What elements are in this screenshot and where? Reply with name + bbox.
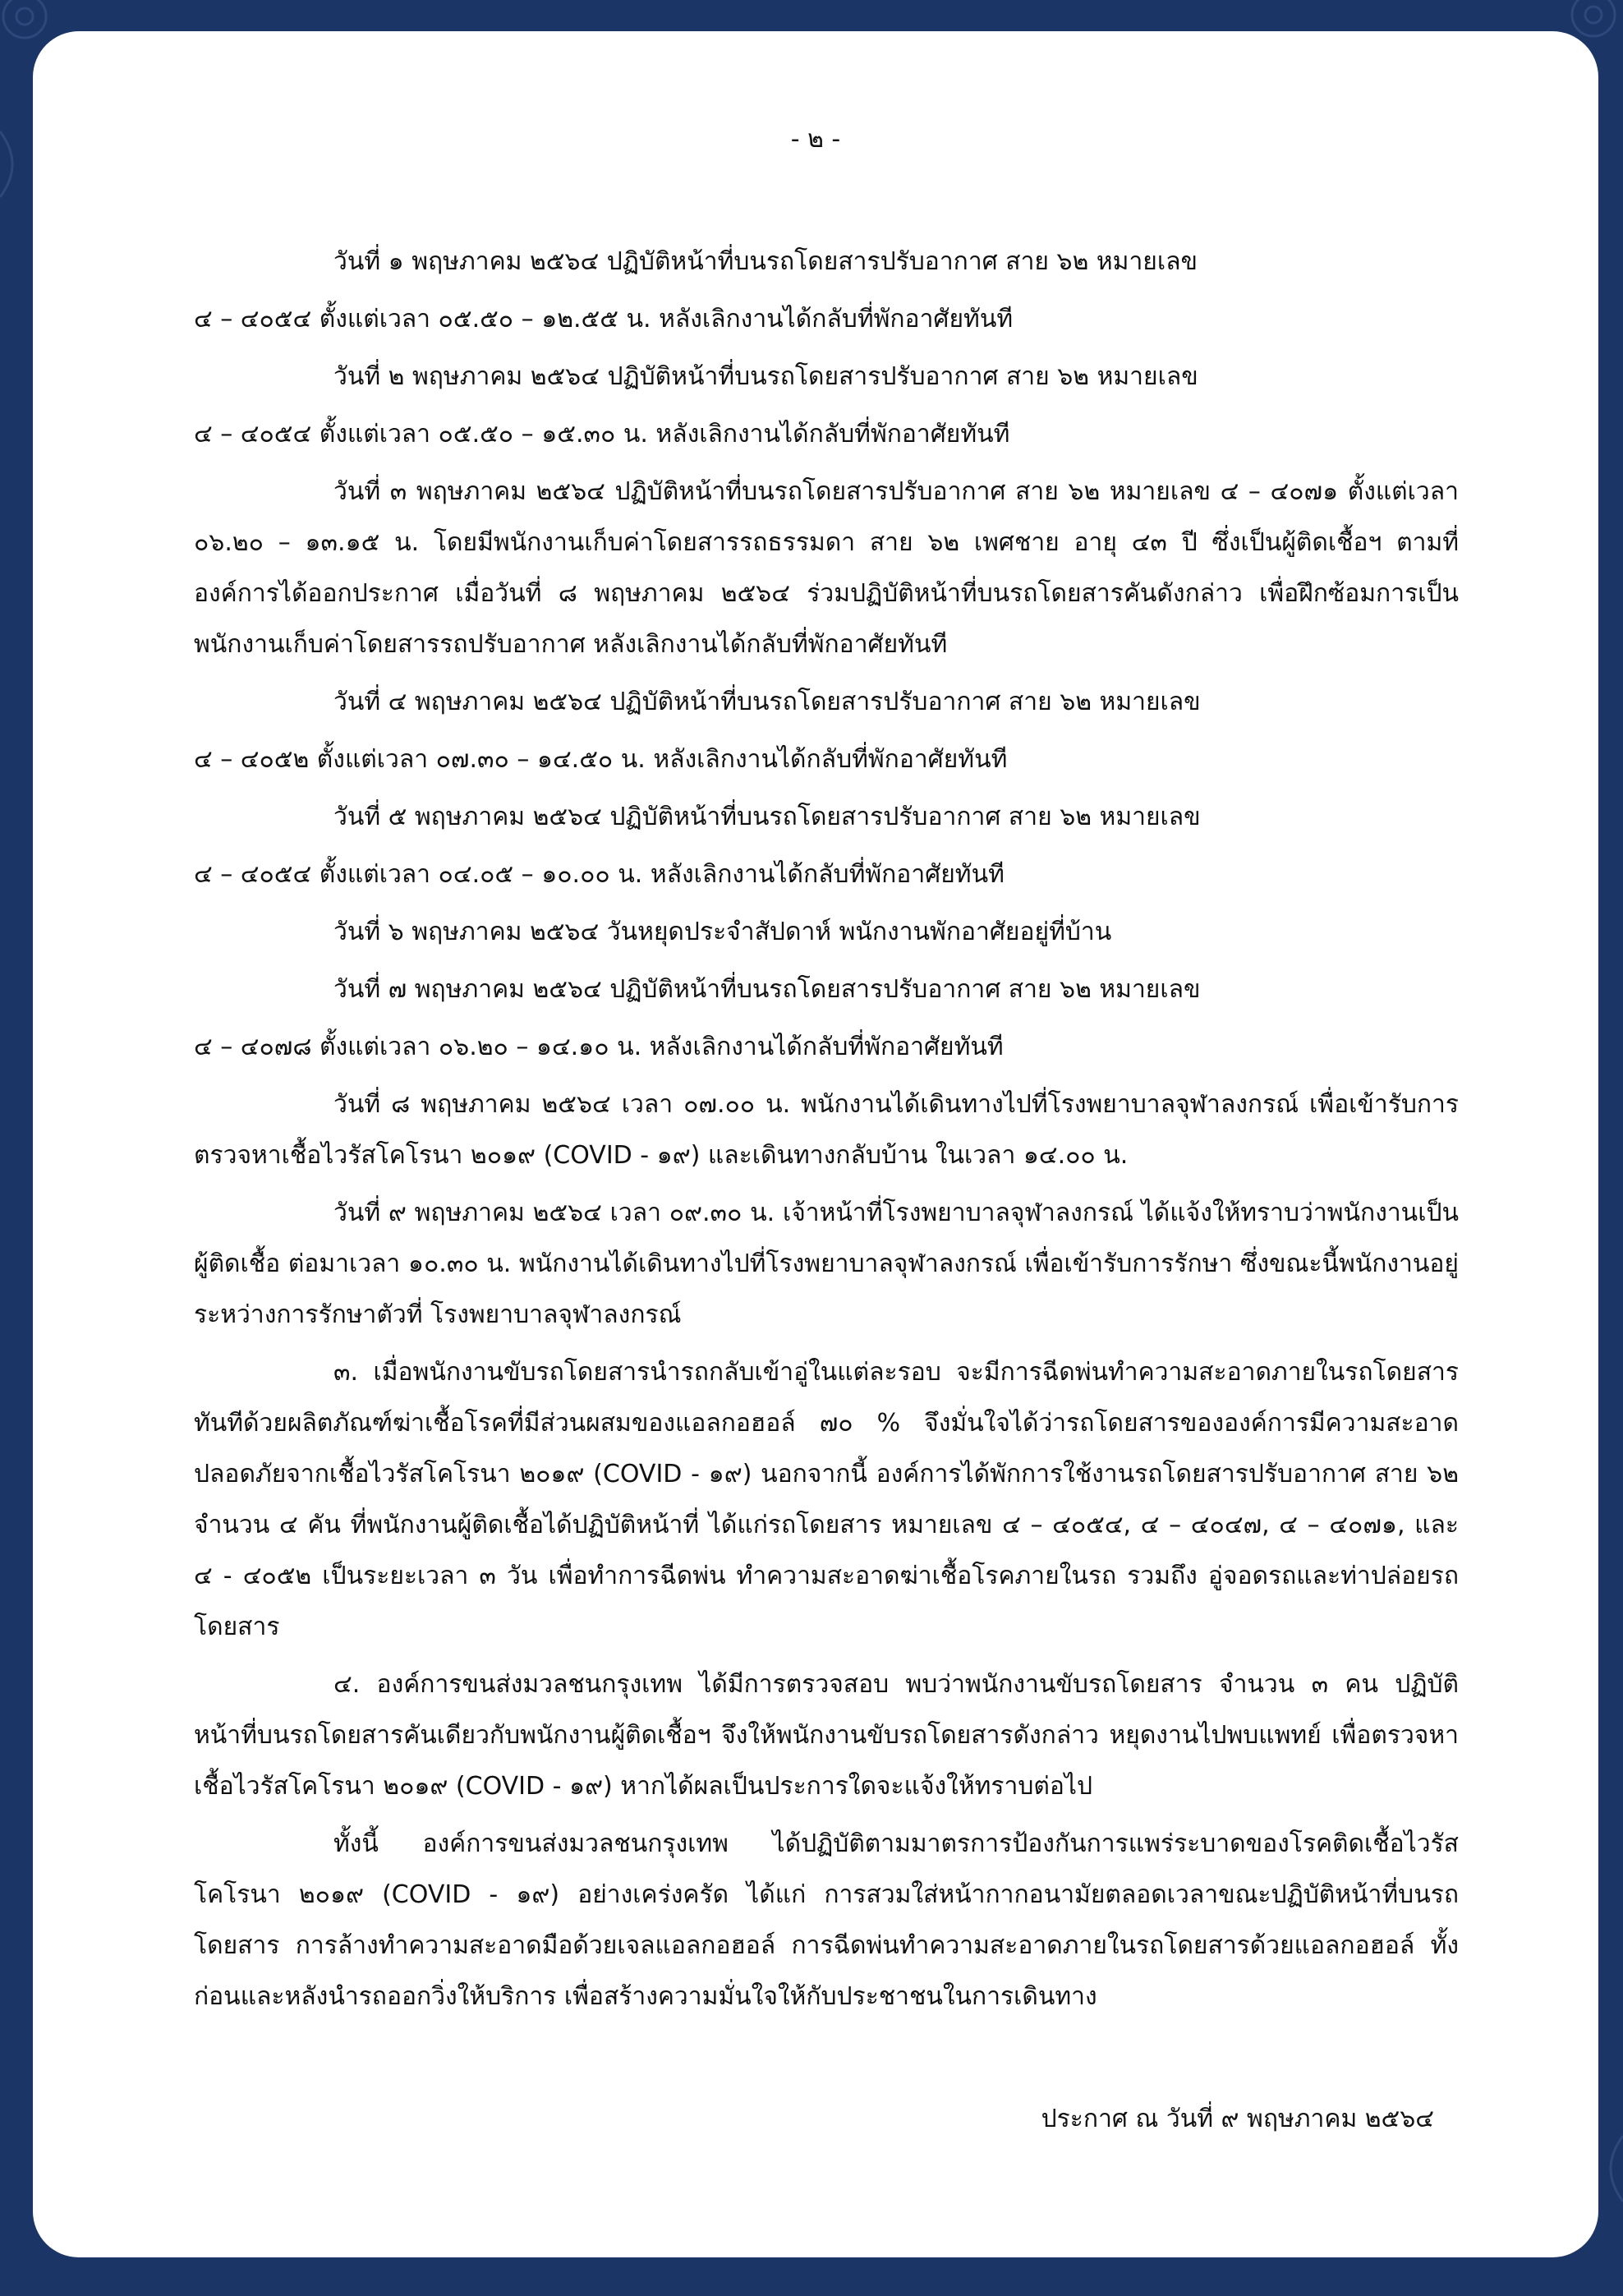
paragraph: ๔ – ๔๐๕๔ ตั้งแต่เวลา ๐๕.๕๐ – ๑๕.๓๐ น. หลังเลิกงานได้กลับที่พักอาศัยทันที xyxy=(194,420,1010,449)
paragraph: ๔ – ๔๐๕๔ ตั้งแต่เวลา ๐๔.๐๕ – ๑๐.๐๐ น. หลังเลิกงานได้กลับที่พักอาศัยทันที xyxy=(194,860,1005,889)
paragraph: วันที่ ๒ พฤษภาคม ๒๕๖๔ ปฏิบัติหน้าที่บนรถโดยสารปรับอากาศ สาย ๖๒ หมายเลข xyxy=(333,362,1198,391)
paragraph: ๔ – ๔๐๕๔ ตั้งแต่เวลา ๐๕.๕๐ – ๑๒.๕๕ น. หลังเลิกงานได้กลับที่พักอาศัยทันที xyxy=(194,305,1014,334)
paragraph: วันที่ ๖ พฤษภาคม ๒๕๖๔ วันหยุดประจำสัปดาห์ พนักงานพักอาศัยอยู่ที่บ้าน xyxy=(333,918,1112,946)
paragraph: วันที่ ๔ พฤษภาคม ๒๕๖๔ ปฏิบัติหน้าที่บนรถโดยสารปรับอากาศ สาย ๖๒ หมายเลข xyxy=(333,688,1201,716)
paragraph: วันที่ ๓ พฤษภาคม ๒๕๖๔ ปฏิบัติหน้าที่บนรถโดยสารปรับอากาศ สาย ๖๒ หมายเลข ๔ – ๔๐๗๑ ตั้งแต่เวลา ๐๖.๒๐ – ๑๓.๑๕ น. โดยมีพนักงานเก็บค่าโดยสารรถธรรมดา สาย ๖๒ เพศชาย อายุ ๔๓ ปี ซึ่งเป็นผู้ติดเชื้อฯ ตามที่องค์การได้ออกประกาศ เมื่อวันที่ ๘ พฤษภาคม ๒๕๖๔ ร่วมปฏิบัติหน้าที่บนรถโดยสารคันดังกล่าว เพื่อฝึกซ้อมการเป็นพนักงานเก็บค่าโดยสารรถปรับอากาศ หลังเลิกงานได้กลับที่พักอาศัยทันที xyxy=(194,477,1459,659)
paragraph: วันที่ ๘ พฤษภาคม ๒๕๖๔ เวลา ๐๗.๐๐ น. พนักงานได้เดินทางไปที่โรงพยาบาลจุฬาลงกรณ์ เพื่อเข้ารับการตรวจหาเชื้อไวรัสโคโรนา ๒๐๑๙ (COVID - ๑๙) และเดินทางกลับบ้าน ในเวลา ๑๔.๐๐ น. xyxy=(194,1090,1459,1170)
paragraph: ๔. องค์การขนส่งมวลชนกรุงเทพ ได้มีการตรวจสอบ พบว่าพนักงานขับรถโดยสาร จำนวน ๓ คน ปฏิบัติหน้าที่บนรถโดยสารคันเดียวกับพนักงานผู้ติดเชื้อฯ จึงให้พนักงานขับรถโดยสารดังกล่าว หยุดงานไปพบแพทย์ เพื่อตรวจหาเชื้อไวรัสโคโรนา ๒๐๑๙ (COVID - ๑๙) หากได้ผลเป็นประการใดจะแจ้งให้ทราบต่อไป xyxy=(194,1670,1459,1801)
paragraph: วันที่ ๙ พฤษภาคม ๒๕๖๔ เวลา ๐๙.๓๐ น. เจ้าหน้าที่โรงพยาบาลจุฬาลงกรณ์ ได้แจ้งให้ทราบว่าพนักงานเป็นผู้ติดเชื้อ ต่อมาเวลา ๑๐.๓๐ น. พนักงานได้เดินทางไปที่โรงพยาบาลจุฬาลงกรณ์ เพื่อเข้ารับการรักษา ซึ่งขณะนี้พนักงานอยู่ระหว่างการรักษาตัวที่ โรงพยาบาลจุฬาลงกรณ์ xyxy=(194,1199,1459,1329)
paragraph: ๔ – ๔๐๗๘ ตั้งแต่เวลา ๐๖.๒๐ – ๑๔.๑๐ น. หลังเลิกงานได้กลับที่พักอาศัยทันที xyxy=(194,1033,1004,1061)
paragraph: ทั้งนี้ องค์การขนส่งมวลชนกรุงเทพ ได้ปฏิบัติตามมาตรการป้องกันการแพร่ระบาดของโรคติดเชื้อไวรัสโคโรนา ๒๐๑๙ (COVID - ๑๙) อย่างเคร่งครัด ได้แก่ การสวมใส่หน้ากากอนามัยตลอดเวลาขณะปฏิบัติหน้าที่บนรถโดยสาร การล้างทำความสะอาดมือด้วยเจลแอลกอฮอล์ การฉีดพ่นทำความสะอาดภายในรถโดยสารด้วยแอลกอฮอล์ ทั้งก่อนและหลังนำรถออกวิ่งให้บริการ เพื่อสร้างความมั่นใจให้กับประชาชนในการเดินทาง xyxy=(194,1829,1459,2011)
paragraph: วันที่ ๑ พฤษภาคม ๒๕๖๔ ปฏิบัติหน้าที่บนรถโดยสารปรับอากาศ สาย ๖๒ หมายเลข xyxy=(333,247,1198,276)
document-body xyxy=(194,237,1459,2022)
paragraph: วันที่ ๗ พฤษภาคม ๒๕๖๔ ปฏิบัติหน้าที่บนรถโดยสารปรับอากาศ สาย ๖๒ หมายเลข xyxy=(333,975,1201,1004)
paragraph: วันที่ ๕ พฤษภาคม ๒๕๖๔ ปฏิบัติหน้าที่บนรถโดยสารปรับอากาศ สาย ๖๒ หมายเลข xyxy=(333,803,1201,831)
document-page xyxy=(33,31,1598,2257)
paragraph: ๔ – ๔๐๕๒ ตั้งแต่เวลา ๐๗.๓๐ – ๑๔.๕๐ น. หลังเลิกงานได้กลับที่พักอาศัยทันที xyxy=(194,745,1008,774)
paragraph: ๓. เมื่อพนักงานขับรถโดยสารนำรถกลับเข้าอู่ในแต่ละรอบ จะมีการฉีดพ่นทำความสะอาดภายในรถโดยสารทันทีด้วยผลิตภัณฑ์ฆ่าเชื้อโรคที่มีส่วนผสมของแอลกอฮอล์ ๗๐ % จึงมั่นใจได้ว่ารถโดยสารขององค์การมีความสะอาด ปลอดภัยจากเชื้อไวรัสโคโรนา ๒๐๑๙ (COVID - ๑๙) นอกจากนี้ องค์การได้พักการใช้งานรถโดยสารปรับอากาศ สาย ๖๒ จำนวน ๔ คัน ที่พนักงานผู้ติดเชื้อได้ปฏิบัติหน้าที่ ได้แก่รถโดยสาร หมายเลข ๔ – ๔๐๕๔, ๔ – ๔๐๔๗, ๔ – ๔๐๗๑, และ ๔ - ๔๐๕๒ เป็นระยะเวลา ๓ วัน เพื่อทำการฉีดพ่น ทำความสะอาดฆ่าเชื้อโรคภายในรถ รวมถึง อู่จอดรถและท่าปล่อยรถโดยสาร xyxy=(194,1358,1459,1641)
page-number: - ๒ - xyxy=(790,125,841,154)
announcement-date: ประกาศ ณ วันที่ ๙ พฤษภาคม ๒๕๖๔ xyxy=(1041,2105,1434,2133)
